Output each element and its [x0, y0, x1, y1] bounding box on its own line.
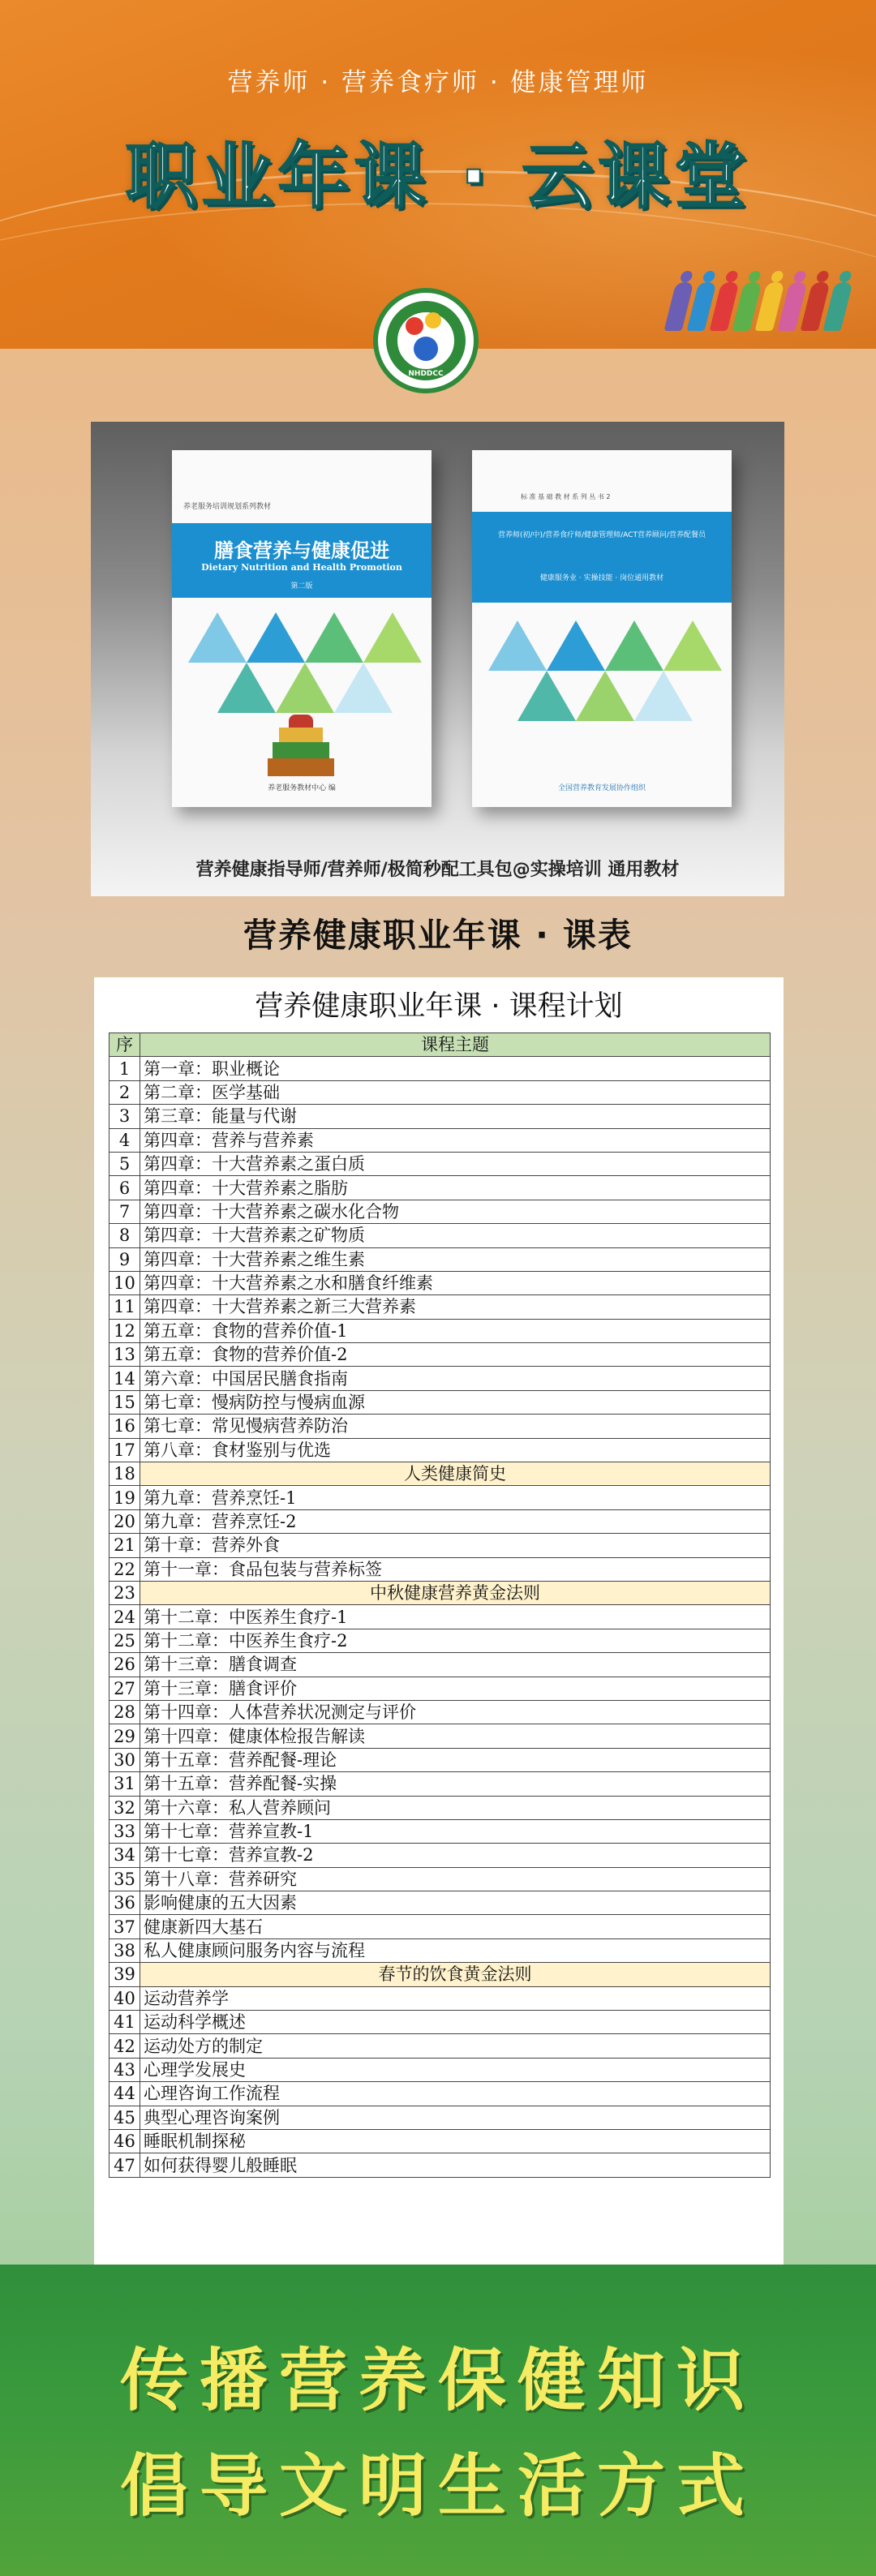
row-topic: 第一章：职业概论 — [140, 1057, 771, 1080]
row-topic: 第四章：营养与营养素 — [140, 1128, 771, 1152]
row-topic: 第十八章：营养研究 — [140, 1867, 771, 1891]
book-cover-right — [472, 450, 732, 807]
table-row — [110, 1557, 771, 1581]
book-series: 标 准 基 础 教 材 系 列 丛 书 2 — [521, 493, 611, 500]
row-number: 3 — [110, 1105, 140, 1128]
course-table — [109, 1033, 771, 2178]
row-topic: 第十五章：营养配餐-理论 — [140, 1748, 771, 1771]
row-topic: 第十六章：私人营养顾问 — [140, 1796, 771, 1819]
row-number: 9 — [110, 1247, 140, 1271]
book-publisher: 全国营养教育发展协作组织 — [557, 784, 646, 792]
table-row — [110, 1295, 771, 1319]
table-row — [110, 1105, 771, 1128]
table-row — [110, 1796, 771, 1819]
pagoda-illustration — [268, 715, 334, 788]
row-topic: 第十四章：人体营养状况测定与评价 — [140, 1700, 771, 1724]
book-edition: 第二版 — [290, 582, 313, 590]
row-number: 30 — [110, 1748, 140, 1771]
row-number: 11 — [110, 1295, 140, 1319]
row-topic: 第四章：十大营养素之矿物质 — [140, 1224, 771, 1247]
table-row — [110, 2058, 771, 2081]
row-number: 36 — [110, 1891, 140, 1915]
table-row — [110, 1224, 771, 1247]
table-row — [110, 1152, 771, 1175]
row-number: 29 — [110, 1724, 140, 1748]
row-topic: 第五章：食物的营养价值-1 — [140, 1319, 771, 1342]
row-topic: 第十七章：营养宣教-1 — [140, 1819, 771, 1843]
row-number: 6 — [110, 1176, 140, 1200]
row-number: 44 — [110, 2082, 140, 2106]
row-number: 34 — [110, 1844, 140, 1867]
row-number: 40 — [110, 1986, 140, 2010]
row-topic: 第四章：十大营养素之维生素 — [140, 1247, 771, 1271]
table-section-row — [110, 1581, 771, 1604]
row-number: 10 — [110, 1271, 140, 1294]
book-cover-left — [172, 450, 432, 807]
row-number: 14 — [110, 1367, 140, 1390]
table-row — [110, 1343, 771, 1367]
row-topic: 影响健康的五大因素 — [140, 1891, 771, 1915]
book-subtitle: Dietary Nutrition and Health Promotion — [201, 562, 402, 573]
row-topic: 第十章：营养外食 — [140, 1534, 771, 1557]
table-row — [110, 1724, 771, 1748]
table-row — [110, 1509, 771, 1533]
row-topic: 健康新四大基石 — [140, 1915, 771, 1938]
row-topic: 第十七章：营养宣教-2 — [140, 1844, 771, 1867]
row-topic: 春节的饮食黄金法则 — [140, 1963, 771, 1986]
table-row — [110, 1605, 771, 1629]
row-topic: 典型心理咨询案例 — [140, 2106, 771, 2129]
row-topic: 运动营养学 — [140, 1986, 771, 2010]
row-number: 21 — [110, 1534, 140, 1557]
table-row — [110, 1271, 771, 1294]
table-section-row — [110, 1963, 771, 1986]
row-number: 35 — [110, 1867, 140, 1891]
schedule-heading: 营养健康职业年课 · 课表 — [243, 916, 633, 955]
row-topic: 睡眠机制探秘 — [140, 2129, 771, 2153]
row-number: 46 — [110, 2129, 140, 2153]
row-number: 17 — [110, 1438, 140, 1462]
row-topic: 第四章：十大营养素之新三大营养素 — [140, 1295, 771, 1319]
row-topic: 第四章：十大营养素之水和膳食纤维素 — [140, 1271, 771, 1294]
row-number: 38 — [110, 1938, 140, 1962]
row-number: 20 — [110, 1509, 140, 1533]
organization-logo — [373, 288, 479, 393]
table-body — [110, 1057, 771, 2177]
slogan-line-2: 倡导文明生活方式 — [119, 2445, 756, 2526]
row-topic: 人类健康简史 — [140, 1462, 771, 1486]
table-row — [110, 1915, 771, 1938]
row-number: 12 — [110, 1319, 140, 1342]
row-number: 22 — [110, 1557, 140, 1581]
row-topic: 中秋健康营养黄金法则 — [140, 1581, 771, 1604]
table-row — [110, 1367, 771, 1390]
table-row — [110, 1415, 771, 1438]
row-number: 39 — [110, 1963, 140, 1986]
row-topic: 第九章：营养烹饪-2 — [140, 1509, 771, 1533]
table-row — [110, 1819, 771, 1843]
book-title: 膳食营养与健康促进 — [214, 539, 389, 562]
row-number: 16 — [110, 1415, 140, 1438]
table-row — [110, 1534, 771, 1557]
course-plan-card — [94, 977, 784, 2269]
row-topic: 第十三章：膳食评价 — [140, 1677, 771, 1700]
row-topic: 第十四章：健康体检报告解读 — [140, 1724, 771, 1748]
row-topic: 第十二章：中医养生食疗-2 — [140, 1629, 771, 1652]
page-title: 职业年课 · 云课堂 — [125, 135, 751, 218]
row-number: 47 — [110, 2153, 140, 2177]
row-topic: 私人健康顾问服务内容与流程 — [140, 1938, 771, 1962]
table-row — [110, 1486, 771, 1509]
row-topic: 第四章：十大营养素之碳水化合物 — [140, 1200, 771, 1223]
book-publisher: 养老服务教材中心 编 — [268, 784, 336, 792]
row-number: 27 — [110, 1677, 140, 1700]
row-number: 1 — [110, 1057, 140, 1080]
slogan-line-1: 传播营养保健知识 — [119, 2340, 756, 2420]
table-row — [110, 1772, 771, 1796]
table-header-row — [110, 1033, 771, 1057]
row-topic: 运动处方的制定 — [140, 2034, 771, 2058]
logo-text: NHDDCC — [408, 370, 444, 378]
row-number: 19 — [110, 1486, 140, 1509]
row-number: 41 — [110, 2011, 140, 2034]
table-row — [110, 1629, 771, 1652]
runners-illustration — [665, 276, 860, 341]
row-number: 23 — [110, 1581, 140, 1604]
table-row — [110, 1844, 771, 1867]
column-header-topic: 课程主题 — [140, 1033, 771, 1057]
book-caption: 营养健康指导师/营养师/极简秒配工具包@实操培训 通用教材 — [195, 860, 680, 880]
row-number: 15 — [110, 1390, 140, 1414]
row-topic: 第十三章：膳食调查 — [140, 1653, 771, 1677]
table-row — [110, 2082, 771, 2106]
row-topic: 第七章：慢病防控与慢病血源 — [140, 1390, 771, 1414]
table-row — [110, 1748, 771, 1771]
row-number: 32 — [110, 1796, 140, 1819]
row-number: 13 — [110, 1343, 140, 1367]
row-number: 37 — [110, 1915, 140, 1938]
row-number: 4 — [110, 1128, 140, 1152]
row-number: 24 — [110, 1605, 140, 1629]
table-row — [110, 1700, 771, 1724]
book-series: 养老服务培训规划系列教材 — [183, 503, 272, 511]
row-topic: 第三章：能量与代谢 — [140, 1105, 771, 1128]
row-number: 18 — [110, 1462, 140, 1486]
header-subtitle: 营养师 · 营养食疗师 · 健康管理师 — [227, 68, 649, 97]
table-section-row — [110, 1462, 771, 1486]
table-row — [110, 1390, 771, 1414]
book-subtitle: 健康服务业 · 实操技能 · 岗位通用教材 — [539, 574, 664, 582]
table-row — [110, 1653, 771, 1677]
table-row — [110, 1247, 771, 1271]
table-row — [110, 1986, 771, 2010]
row-topic: 第六章：中国居民膳食指南 — [140, 1367, 771, 1390]
row-topic: 第九章：营养烹饪-1 — [140, 1486, 771, 1509]
table-row — [110, 1176, 771, 1200]
row-topic: 第五章：食物的营养价值-2 — [140, 1343, 771, 1367]
row-number: 26 — [110, 1653, 140, 1677]
row-number: 7 — [110, 1200, 140, 1223]
table-row — [110, 1080, 771, 1104]
row-topic: 第二章：医学基础 — [140, 1080, 771, 1104]
table-row — [110, 2129, 771, 2153]
table-row — [110, 1128, 771, 1152]
row-topic: 第七章：常见慢病营养防治 — [140, 1415, 771, 1438]
row-number: 5 — [110, 1152, 140, 1175]
book-showcase — [91, 422, 784, 896]
table-row — [110, 1200, 771, 1223]
table-row — [110, 2153, 771, 2177]
row-number: 33 — [110, 1819, 140, 1843]
table-row — [110, 1057, 771, 1080]
table-row — [110, 1867, 771, 1891]
row-number: 25 — [110, 1629, 140, 1652]
row-number: 31 — [110, 1772, 140, 1796]
table-row — [110, 1891, 771, 1915]
row-number: 42 — [110, 2034, 140, 2058]
row-topic: 运动科学概述 — [140, 2011, 771, 2034]
row-topic: 第十一章：食品包装与营养标签 — [140, 1557, 771, 1581]
row-number: 43 — [110, 2058, 140, 2081]
row-topic: 如何获得婴儿般睡眠 — [140, 2153, 771, 2177]
row-number: 28 — [110, 1700, 140, 1724]
row-topic: 第八章：食材鉴别与优选 — [140, 1438, 771, 1462]
table-row — [110, 2106, 771, 2129]
row-number: 2 — [110, 1080, 140, 1104]
table-row — [110, 2011, 771, 2034]
row-topic: 第十二章：中医养生食疗-1 — [140, 1605, 771, 1629]
table-row — [110, 1938, 771, 1962]
row-number: 45 — [110, 2106, 140, 2129]
footer-banner — [0, 2265, 876, 2576]
table-row — [110, 1677, 771, 1700]
row-topic: 第四章：十大营养素之蛋白质 — [140, 1152, 771, 1175]
table-title: 营养健康职业年课 · 课程计划 — [255, 990, 623, 1023]
book-title: 营养师(初/中)/营养食疗师/健康管理师/ACT营养顾问/营养配餐员 — [498, 531, 706, 539]
row-topic: 第四章：十大营养素之脂肪 — [140, 1176, 771, 1200]
row-topic: 心理咨询工作流程 — [140, 2082, 771, 2106]
table-row — [110, 1438, 771, 1462]
column-header-number: 序 — [110, 1033, 140, 1057]
table-row — [110, 1319, 771, 1342]
row-topic: 第十五章：营养配餐-实操 — [140, 1772, 771, 1796]
row-number: 8 — [110, 1224, 140, 1247]
table-row — [110, 2034, 771, 2058]
row-topic: 心理学发展史 — [140, 2058, 771, 2081]
